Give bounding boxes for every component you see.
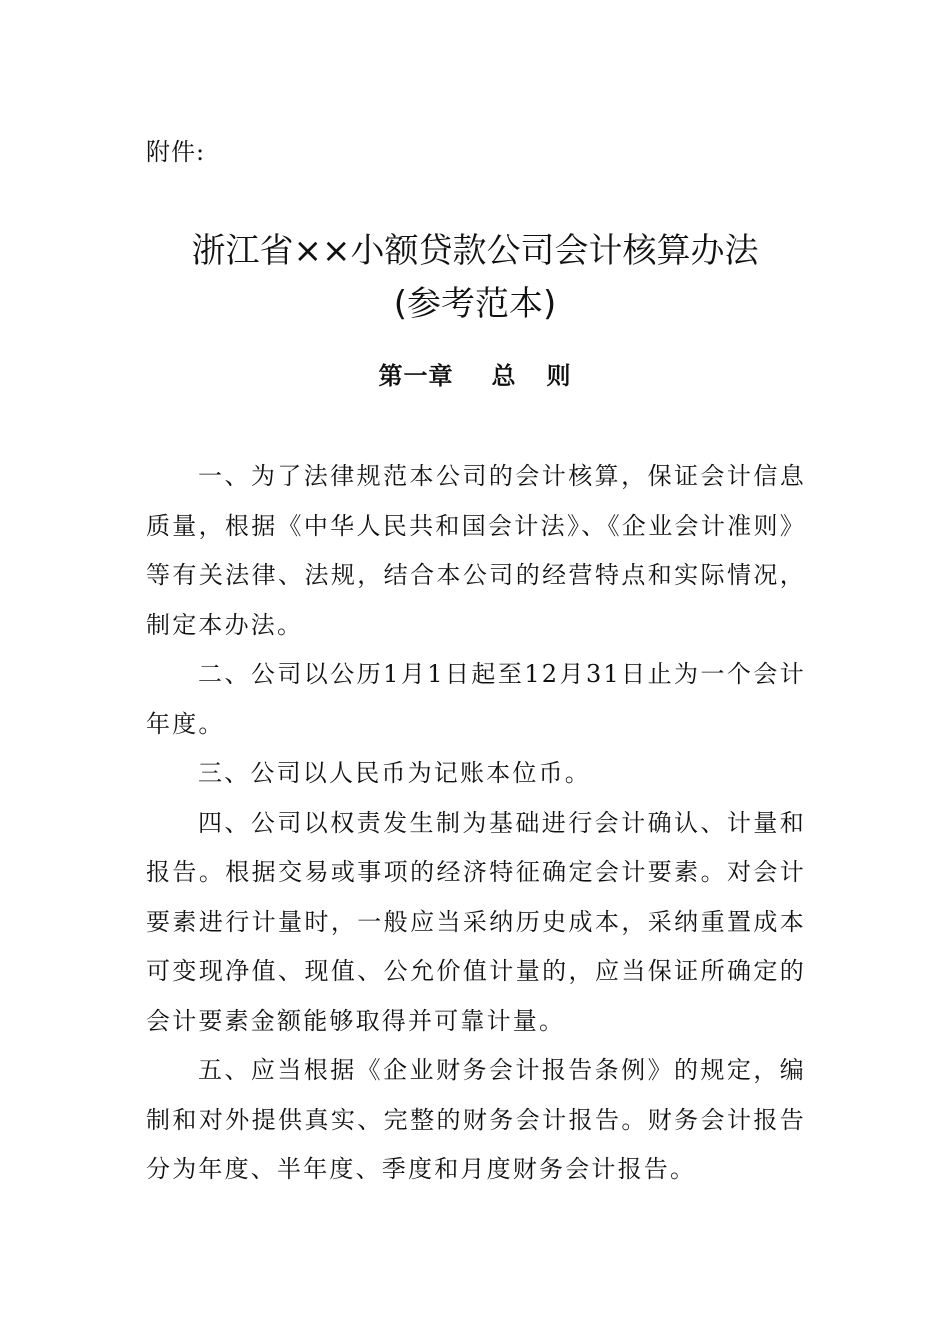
- article-5: 五、应当根据《企业财务会计报告条例》的规定，编制和对外提供真实、完整的财务会计报告。财务会计报告分为年度、半年度、季度和月度财务会计报告。: [146, 1056, 806, 1183]
- document-title: 浙江省××小额贷款公司会计核算办法: [191, 231, 759, 271]
- chapter-title-word-1: 总: [491, 361, 517, 390]
- document-subtitle: (参考范本): [393, 284, 557, 324]
- chapter-title-word-2: 则: [546, 361, 572, 390]
- chapter-number: 第一章: [378, 361, 454, 390]
- chapter-heading: [0, 358, 950, 394]
- article-1: 一、为了法律规范本公司的会计核算，保证会计信息质量，根据《中华人民共和国会计法》、《企业会计准则》等有关法律、法规，结合本公司的经营特点和实际情况，制定本办法。: [146, 462, 806, 639]
- article-2: 二、公司以公历1月1日起至12月31日止为一个会计年度。: [146, 660, 806, 738]
- article-4: 四、公司以权责发生制为基础进行会计确认、计量和报告。根据交易或事项的经济特征确定会计要素。对会计要素进行计量时，一般应当采纳历史成本，采纳重置成本可变现净值、现值、公允价值计量的，应当保证所确定的会计要素金额能够取得并可靠计量。: [146, 808, 806, 1035]
- attachment-label: 附件:: [146, 138, 206, 166]
- body-text: [146, 452, 806, 1195]
- article-3: 三、公司以人民币为记账本位币。: [198, 759, 591, 787]
